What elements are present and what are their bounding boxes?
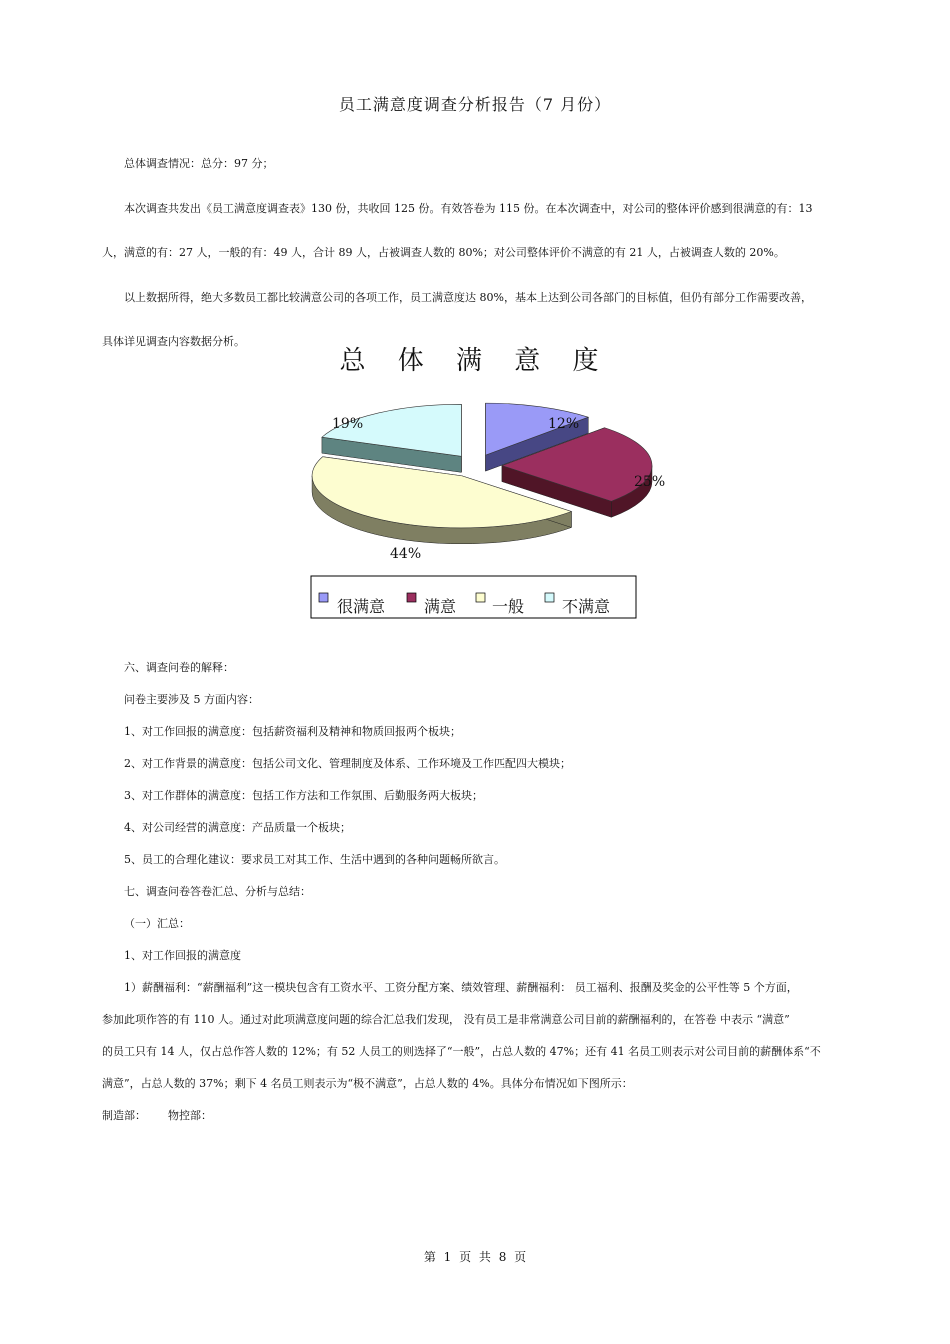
section-6-heading: 六、调查问卷的解释：: [124, 661, 234, 674]
section-6-item-1: 1、对工作回报的满意度：包括薪资福利及精神和物质回报两个板块；: [124, 725, 461, 738]
pie-label-satisfied: 25%: [634, 474, 666, 490]
legend-swatch-satisfied: [407, 593, 416, 602]
salary-paragraph-line-2: 参加此项作答的有 110 人。通过对此项满意度问题的综合汇总我们发现， 没有员工是非常满意公司目前的薪酬福利的，在答卷 中表示 “满意”: [102, 1013, 790, 1026]
pie-label-very-satisfied: 12%: [548, 416, 580, 432]
section-6-item-5: 5、员工的合理化建议：要求员工对其工作、生活中遇到的各种问题畅所欲言。: [124, 853, 505, 866]
page-title: 员工满意度调查分析报告（7 月份）: [338, 95, 612, 114]
section-6-item-2: 2、对工作背景的满意度：包括公司文化、管理制度及体系、工作环境及工作匹配四大模块；: [124, 757, 571, 770]
page-footer: 第 1 页 共 8 页: [423, 1250, 527, 1264]
section-6-intro: 问卷主要涉及 5 方面内容：: [124, 693, 259, 706]
legend-label-satisfied: 满意: [424, 597, 457, 616]
legend-swatch-very-satisfied: [319, 593, 328, 602]
section-6-item-3: 3、对工作群体的满意度：包括工作方法和工作氛围、后勤服务两大板块；: [124, 789, 483, 802]
section-7-heading: 七、调查问卷答卷汇总、分析与总结：: [124, 885, 311, 898]
legend-label-average: 一般: [492, 597, 525, 616]
legend-swatch-unsatisfied: [545, 593, 554, 602]
dept-material-control-label: 物控部：: [168, 1109, 212, 1122]
pie-label-unsatisfied: 19%: [332, 416, 364, 432]
pie-chart: [0, 380, 950, 640]
legend-label-very-satisfied: 很满意: [337, 597, 386, 616]
section-7-subheading: （一）汇总：: [124, 917, 190, 930]
section-6-item-4: 4、对公司经营的满意度：产品质量一个板块；: [124, 821, 351, 834]
salary-paragraph-line-3: 的员工只有 14 人，仅占总作答人数的 12%；有 52 人员工的则选择了“一般”，占总人数的 47%；还有 41 名员工则表示对公司目前的薪酬体系“不: [102, 1045, 821, 1058]
survey-summary-line: 总体调查情况：总分：97 分；: [124, 157, 274, 170]
legend-swatch-average: [476, 593, 485, 602]
conclusion-paragraph-line-2: 具体详见调查内容数据分析。: [102, 335, 245, 348]
dept-manufacturing-label: 制造部：: [102, 1109, 146, 1122]
intro-paragraph-line-1: 本次调查共发出《员工满意度调查表》130 份，共收回 125 份。有效答卷为 115 份。在本次调查中，对公司的整体评价感到很满意的有：13: [124, 202, 813, 215]
salary-paragraph-line-4: 满意”，占总人数的 37%；剩下 4 名员工则表示为“极不满意”，占总人数的 4%。具体分布情况如下图所示：: [102, 1077, 633, 1090]
section-7-item-1: 1、对工作回报的满意度: [124, 949, 241, 962]
chart-title: 总 体 满 意 度: [339, 346, 611, 376]
salary-paragraph-line-1: 1）薪酬福利：“薪酬福利”这一模块包含有工资水平、工资分配方案、绩效管理、薪酬福利： 员工福利、报酬及奖金的公平性等 5 个方面，: [124, 981, 798, 994]
conclusion-paragraph-line-1: 以上数据所得，绝大多数员工都比较满意公司的各项工作，员工满意度达 80%，基本上达到公司各部门的目标值，但仍有部分工作需要改善，: [124, 291, 812, 304]
legend-label-unsatisfied: 不满意: [562, 597, 611, 616]
intro-paragraph-line-2: 人，满意的有：27 人，一般的有：49 人，合计 89 人，占被调查人数的 80%；对公司整体评价不满意的有 21 人，占被调查人数的 20%。: [102, 246, 785, 259]
pie-label-average: 44%: [390, 546, 422, 562]
chart-legend: [311, 576, 636, 618]
